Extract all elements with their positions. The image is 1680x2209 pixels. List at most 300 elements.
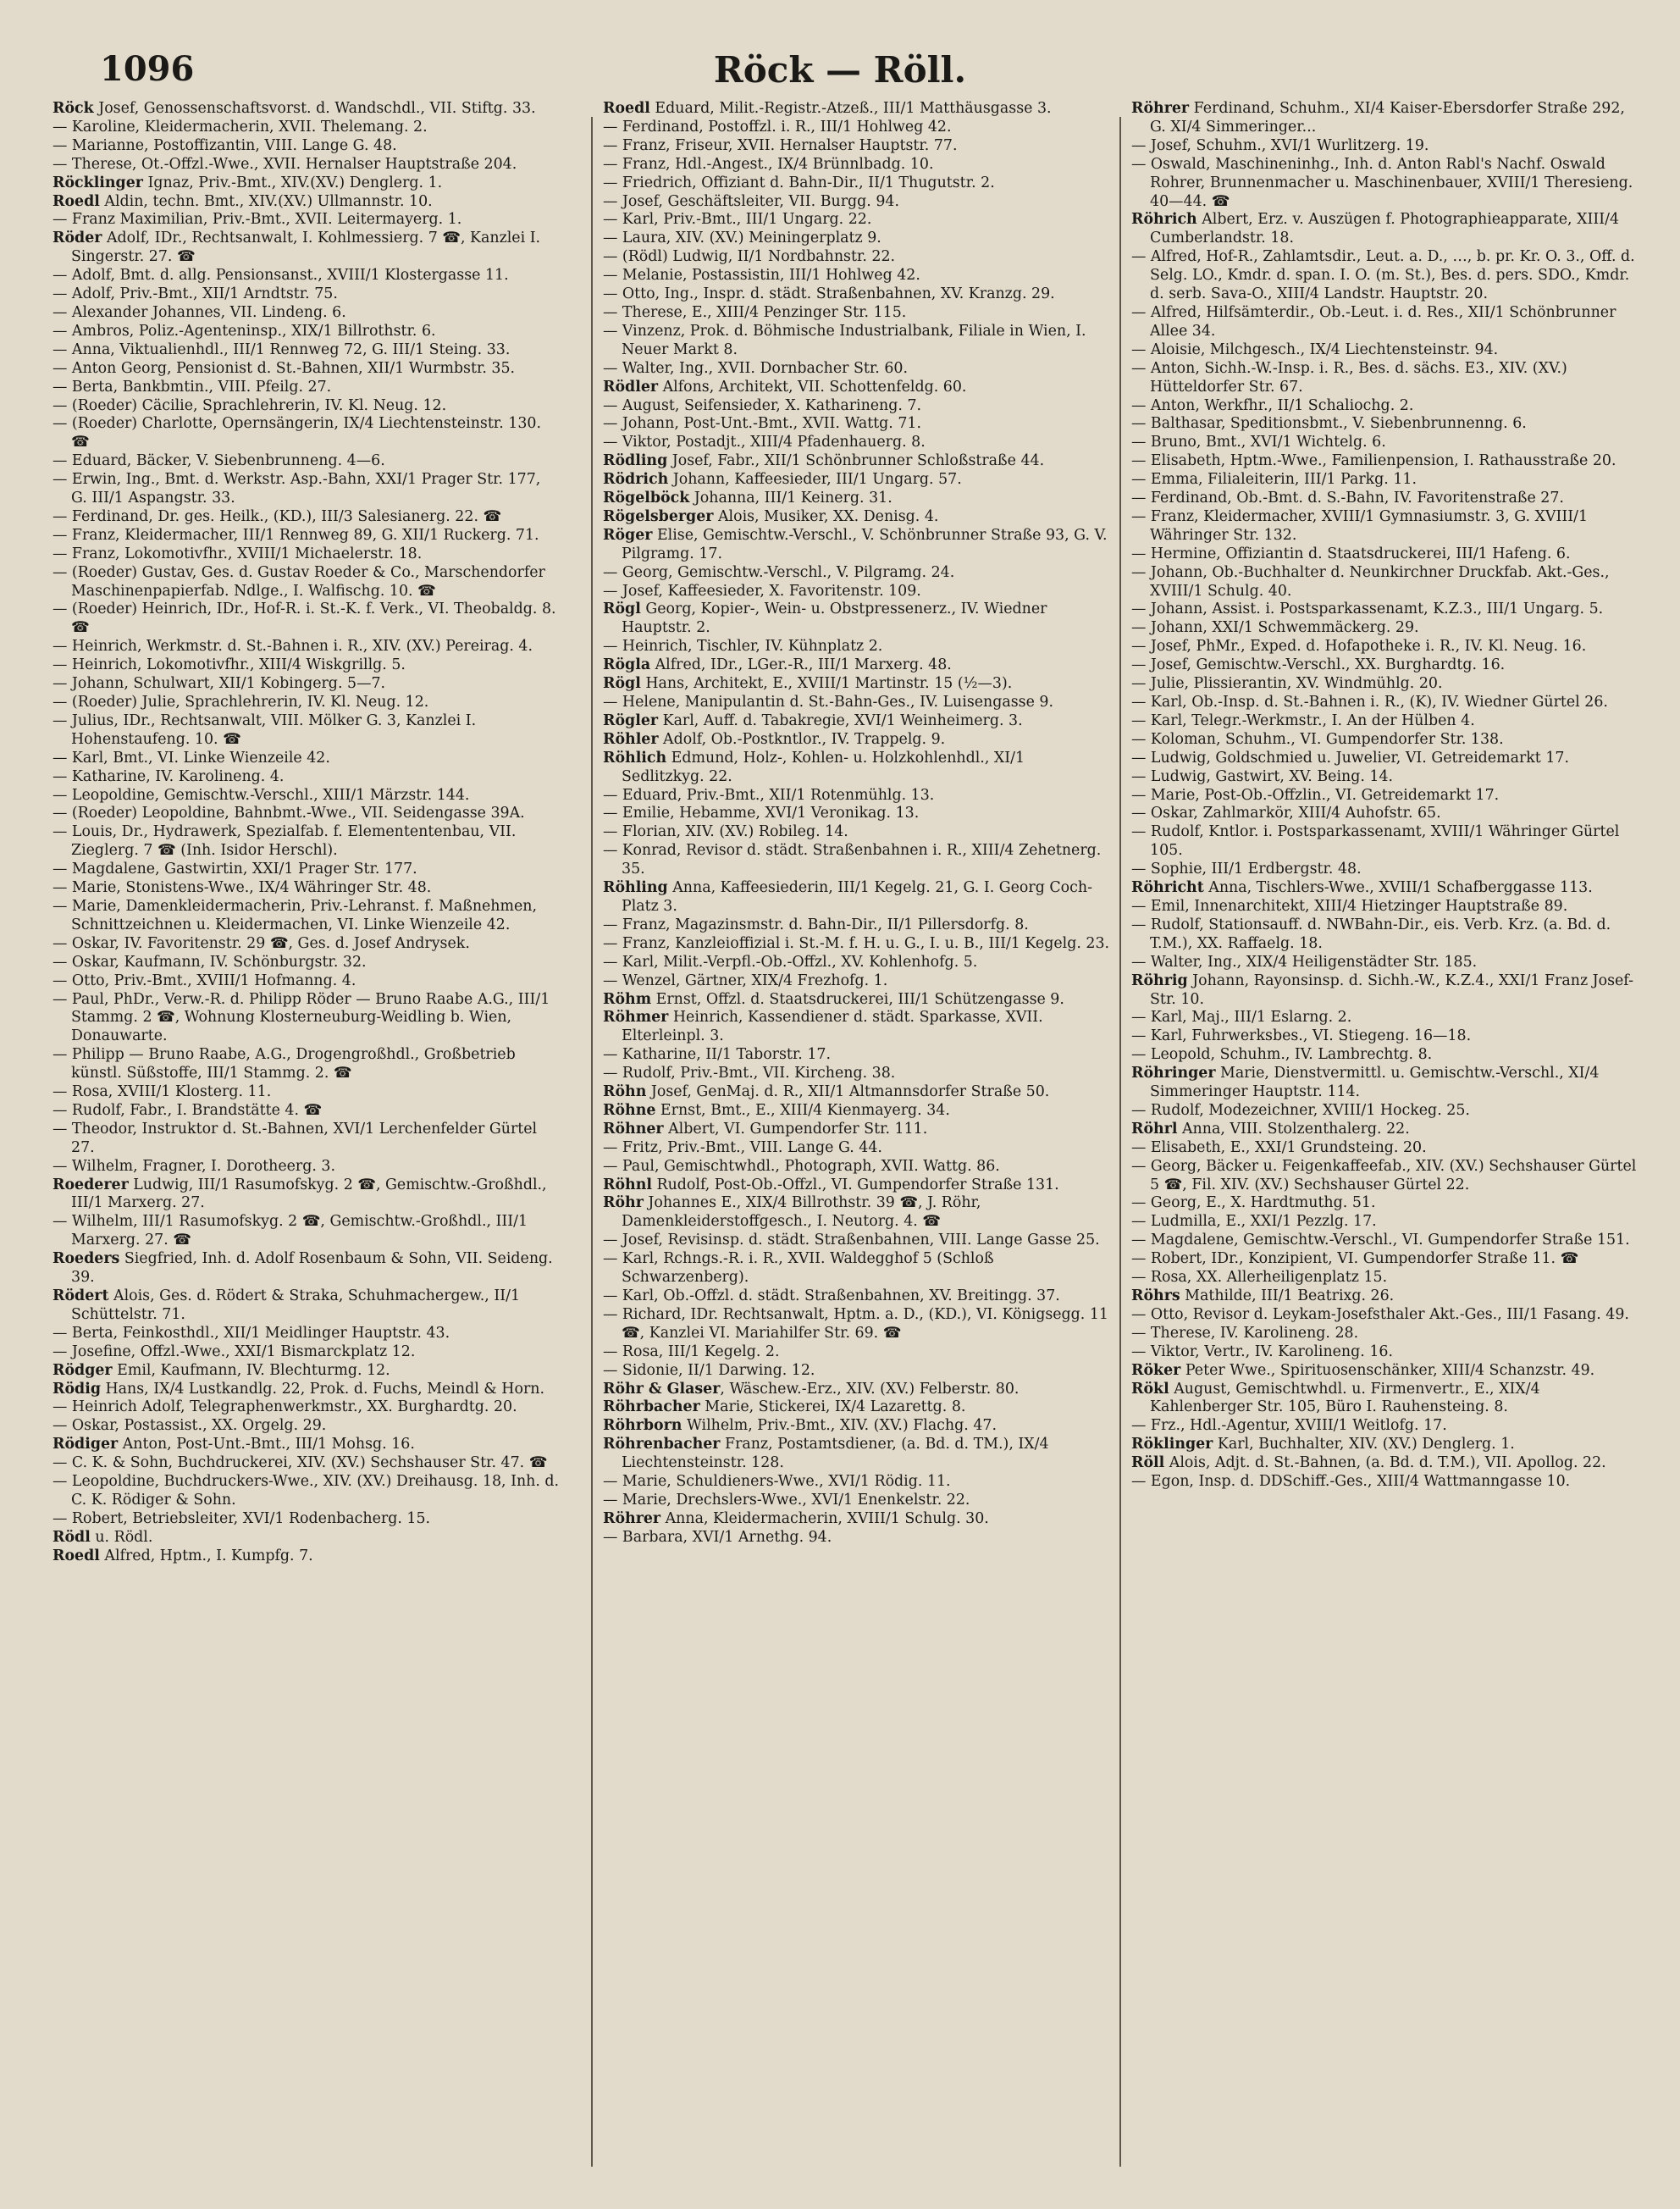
- entry-text: Johanna, III/1 Keinerg. 31.: [689, 490, 892, 507]
- entry-surname: Roeders: [52, 1250, 120, 1268]
- directory-entry: [52, 1250, 561, 1287]
- directory-entry: [52, 1473, 561, 1510]
- directory-entry: [52, 508, 561, 527]
- directory-entry: [52, 137, 561, 156]
- entry-text: — (Roeder) Charlotte, Opernsängerin, IX/4 Liechtensteinstr. 130. ☎: [52, 415, 541, 451]
- entry-surname: Röklinger: [1131, 1436, 1213, 1453]
- directory-entry: [1131, 508, 1639, 545]
- directory-entry: [52, 1102, 561, 1121]
- directory-entry: [603, 1065, 1111, 1083]
- directory-entry: [603, 1343, 1111, 1362]
- directory-entry: [52, 1529, 561, 1547]
- entry-text: — Eduard, Bäcker, V. Siebenbrunneng. 4—6.: [52, 452, 385, 470]
- directory-entry: [603, 267, 1111, 285]
- directory-entry: [1131, 1287, 1639, 1306]
- directory-entry: [1131, 564, 1639, 601]
- entry-text: Elise, Gemischtw.-Verschl., V. Schönbrunner Straße 93, G. V. Pilgramg. 17.: [622, 526, 1108, 562]
- directory-entry: [603, 248, 1111, 267]
- entry-text: — Karl, Fuhrwerksbes., VI. Stiegeng. 16—18.: [1131, 1027, 1472, 1045]
- entry-text: Rudolf, Post-Ob.-Offzl., VI. Gumpendorfer Straße 131.: [651, 1176, 1059, 1193]
- entry-text: — (Roeder) Cäcilie, Sprachlehrerin, IV. Kl. Neug. 12.: [52, 396, 447, 414]
- entry-surname: Röhling: [603, 879, 668, 897]
- directory-entry: [1131, 750, 1639, 768]
- directory-entry: [603, 1306, 1111, 1343]
- directory-entry: [52, 1454, 561, 1473]
- entry-surname: Röhr & Glaser: [603, 1380, 721, 1398]
- directory-entry: [1131, 100, 1639, 137]
- directory-entry: [1131, 415, 1639, 434]
- directory-entry: [1131, 1194, 1639, 1213]
- directory-entry: [52, 304, 561, 323]
- entry-text: — Konrad, Revisor d. städt. Straßenbahnen i. R., XIII/4 Zehetnerg. 35.: [603, 842, 1102, 878]
- directory-entry: [52, 267, 561, 285]
- directory-entry: [1131, 823, 1639, 861]
- directory-entry: [1131, 638, 1639, 656]
- entry-surname: Röhricht: [1131, 879, 1204, 897]
- directory-entry: [603, 1529, 1111, 1547]
- directory-entry: [603, 1250, 1111, 1287]
- directory-entry: [52, 1362, 561, 1381]
- entry-text: — Magdalene, Gemischtw.-Verschl., VI. Gumpendorfer Straße 151.: [1131, 1232, 1630, 1249]
- directory-entry: [1131, 1121, 1639, 1139]
- entry-text: — Ambros, Poliz.-Agenteninsp., XIX/1 Billrothstr. 6.: [52, 322, 436, 340]
- directory-entry: [52, 805, 561, 823]
- directory-entry: [1131, 879, 1639, 898]
- directory-entry: [603, 1417, 1111, 1436]
- entry-surname: Röhnl: [603, 1176, 652, 1193]
- entry-text: — Laura, XIV. (XV.) Meiningerplatz 9.: [603, 230, 881, 247]
- entry-text: — Melanie, Postassistin, III/1 Hohlweg 42.: [603, 267, 920, 285]
- entry-text: — Emma, Filialeiterin, III/1 Parkg. 11.: [1131, 471, 1418, 489]
- entry-text: — Rudolf, Fabr., I. Brandstätte 4. ☎: [52, 1101, 323, 1119]
- directory-entry: [1131, 712, 1639, 731]
- directory-entry: [1131, 397, 1639, 416]
- column-1: [52, 100, 561, 2184]
- entry-text: — Wilhelm, Fragner, I. Dorotheerg. 3.: [52, 1157, 336, 1175]
- entry-text: — (Roeder) Leopoldine, Bahnbmt.-Wwe., VII. Seidengasse 39A.: [52, 805, 525, 822]
- entry-surname: Rökl: [1131, 1380, 1169, 1398]
- directory-entry: [603, 935, 1111, 954]
- entry-text: — Viktor, Vertr., IV. Karolineng. 16.: [1131, 1343, 1393, 1360]
- entry-text: — Franz Maximilian, Priv.-Bmt., XVII. Leitermayerg. 1.: [52, 211, 462, 229]
- directory-entry: [52, 935, 561, 954]
- entry-text: — Alfred, Hilfsämterdir., Ob.-Leut. i. d. Res., XII/1 Schönbrunner Allee 34.: [1131, 303, 1616, 340]
- entry-text: Alfons, Architekt, VII. Schottenfeldg. 60.: [658, 378, 967, 396]
- entry-text: — Egon, Insp. d. DDSchiff.-Ges., XIII/4 Wattmanngasse 10.: [1131, 1473, 1571, 1491]
- directory-entry: [603, 490, 1111, 508]
- entry-surname: Röker: [1131, 1361, 1181, 1379]
- directory-entry: [1131, 1269, 1639, 1287]
- directory-entry: [52, 452, 561, 471]
- directory-entry: [603, 954, 1111, 972]
- column-rule: [1119, 117, 1121, 2167]
- entry-text: — Alexander Johannes, VII. Lindeng. 6.: [52, 303, 346, 321]
- entry-text: — (Rödl) Ludwig, II/1 Nordbahnstr. 22.: [603, 248, 896, 266]
- directory-entry: [603, 1121, 1111, 1139]
- entry-text: — Anton, Sichh.-W.-Insp. i. R., Bes. d. sächs. E3., XIV. (XV.) Hütteldorfer Str. 67.: [1131, 359, 1567, 396]
- entry-text: — Oskar, Postassist., XX. Orgelg. 29.: [52, 1417, 327, 1435]
- entry-surname: Rögl: [603, 675, 641, 693]
- entry-text: — Josef, Kaffeesieder, X. Favoritenstr. 109.: [603, 582, 921, 600]
- entry-surname: Röhrenbacher: [603, 1436, 721, 1453]
- directory-entry: [52, 991, 561, 1047]
- entry-text: — (Roeder) Heinrich, IDr., Hof-R. i. St.-K. f. Verk., VI. Theobaldg. 8. ☎: [52, 601, 556, 637]
- entry-text: — Oskar, Kaufmann, IV. Schönburgstr. 32.: [52, 953, 367, 971]
- entry-text: — Karoline, Kleidermacherin, XVII. Thelemang. 2.: [52, 118, 428, 136]
- directory-entry: [603, 656, 1111, 675]
- directory-entry: [1131, 137, 1639, 156]
- entry-text: — Viktor, Postadjt., XIII/4 Pfadenhauerg. 8.: [603, 434, 926, 451]
- directory-entry: [603, 1194, 1111, 1232]
- entry-text: — Josef, PhMr., Exped. d. Hofapotheke i. R., IV. Kl. Neug. 16.: [1131, 638, 1587, 656]
- entry-text: — Marie, Stonistens-Wwe., IX/4 Währinger Str. 48.: [52, 879, 432, 897]
- running-head: Röck — Röll.: [713, 49, 967, 91]
- directory-entry: [603, 787, 1111, 806]
- entry-text: — Frz., Hdl.-Agentur, XVIII/1 Weitlofg. 17.: [1131, 1417, 1447, 1435]
- directory-entry: [603, 508, 1111, 527]
- directory-entry: [52, 564, 561, 601]
- entry-text: — Josefine, Offzl.-Wwe., XXI/1 Bismarckplatz 12.: [52, 1343, 416, 1360]
- entry-text: — (Roeder) Julie, Sprachlehrerin, IV. Kl. Neug. 12.: [52, 694, 429, 711]
- entry-text: — Johann, XXI/1 Schwemmäckerg. 29.: [1131, 619, 1419, 637]
- directory-entry: [52, 397, 561, 416]
- directory-entry: [603, 675, 1111, 694]
- directory-entry: [1131, 1417, 1639, 1436]
- entry-text: — Heinrich, Tischler, IV. Kühnplatz 2.: [603, 638, 883, 656]
- page-header: [0, 0, 1680, 102]
- entry-text: — Ferdinand, Ob.-Bmt. d. S.-Bahn, IV. Favoritenstraße 27.: [1131, 490, 1564, 507]
- entry-surname: Röhrs: [1131, 1287, 1180, 1304]
- entry-surname: Rögl: [603, 601, 641, 618]
- entry-text: — Koloman, Schuhm., VI. Gumpendorfer Str. 138.: [1131, 730, 1504, 748]
- entry-text: — Louis, Dr., Hydrawerk, Spezialfab. f. Elemententenbau, VII. Zieglerg. 7 ☎ (Inh. Isidor Herschl).: [52, 823, 517, 860]
- directory-entry: [603, 731, 1111, 750]
- directory-entry: [1131, 341, 1639, 360]
- entry-text: — Josef, Schuhm., XVI/1 Wurlitzerg. 19.: [1131, 136, 1429, 154]
- entry-text: u. Rödl.: [90, 1528, 153, 1546]
- directory-entry: [52, 675, 561, 694]
- directory-entry: [603, 323, 1111, 360]
- directory-entry: [603, 174, 1111, 193]
- directory-entry: [1131, 1381, 1639, 1418]
- entry-surname: Röder: [52, 230, 102, 247]
- entry-text: Alois, Adjt. d. St.-Bahnen, (a. Bd. d. T.M.), VII. Apollog. 22.: [1164, 1454, 1606, 1472]
- directory-entry: [603, 638, 1111, 656]
- entry-text: — Eduard, Priv.-Bmt., XII/1 Rotenmühlg. 13.: [603, 786, 935, 804]
- directory-entry: [603, 1009, 1111, 1046]
- directory-entry: [603, 879, 1111, 916]
- entry-text: — Karl, Milit.-Verpfl.-Ob.-Offzl., XV. Kohlenhofg. 5.: [603, 953, 978, 971]
- entry-surname: Röhrbacher: [603, 1398, 700, 1416]
- directory-entry: [52, 545, 561, 564]
- entry-text: — Hermine, Offiziantin d. Staatsdruckerei, III/1 Hafeng. 6.: [1131, 545, 1571, 562]
- entry-surname: Roedl: [603, 100, 650, 117]
- entry-text: — Walter, Ing., XIX/4 Heiligenstädter Str. 185.: [1131, 953, 1478, 971]
- entry-surname: Röhr: [603, 1194, 644, 1212]
- directory-entry: [1131, 1436, 1639, 1454]
- entry-text: — Karl, Ob.-Offzl. d. städt. Straßenbahnen, XV. Breitingg. 37.: [603, 1287, 1060, 1304]
- directory-entry: [52, 211, 561, 230]
- directory-entry: [52, 972, 561, 991]
- entry-text: — Richard, IDr. Rechtsanwalt, Hptm. a. D., (KD.), VI. Königsegg. 11 ☎, Kanzlei VI. Mariahilfer Str. 69. ☎: [603, 1305, 1108, 1342]
- entry-text: Ferdinand, Schuhm., XI/4 Kaiser-Ebersdorfer Straße 292, G. XI/4 Simmeringer...: [1150, 100, 1625, 136]
- entry-text: — Franz, Kleidermacher, III/1 Rennweg 89, G. XII/1 Ruckerg. 71.: [52, 526, 539, 544]
- directory-entry: [1131, 1343, 1639, 1362]
- directory-entry: [603, 1362, 1111, 1381]
- entry-surname: Röhrer: [603, 1509, 661, 1527]
- entry-text: Johannes E., XIX/4 Billrothstr. 39 ☎, J. Röhr, Damenkleiderstoffgesch., I. Neutorg. 4. ☎: [622, 1194, 981, 1231]
- entry-surname: Röhlich: [603, 749, 667, 767]
- entry-text: — Barbara, XVI/1 Arnethg. 94.: [603, 1528, 832, 1546]
- directory-entry: [603, 119, 1111, 137]
- directory-entry: [603, 471, 1111, 490]
- entry-text: — Adolf, Priv.-Bmt., XII/1 Arndtstr. 75.: [52, 285, 338, 303]
- entry-surname: Roedl: [52, 1547, 100, 1564]
- directory-entry: [1131, 731, 1639, 750]
- directory-entry: [1131, 1102, 1639, 1121]
- directory-entry: [603, 137, 1111, 156]
- entry-surname: Rögelsberger: [603, 507, 714, 525]
- entry-text: Anna, Kleidermacherin, XVIII/1 Schulg. 30.: [660, 1509, 989, 1527]
- entry-text: — Rudolf, Stationsauff. d. NWBahn-Dir., eis. Verb. Krz. (a. Bd. d. T.M.), XX. Raffaelg. 18.: [1131, 916, 1611, 952]
- entry-text: — Karl, Rchngs.-R. i. R., XVII. Waldegghof 5 (Schloß Schwarzenberg).: [603, 1250, 994, 1287]
- entry-surname: Röll: [1131, 1454, 1165, 1472]
- entry-text: — Therese, IV. Karolineng. 28.: [1131, 1324, 1359, 1342]
- entry-text: — Georg, Bäcker u. Feigenkaffeefab., XIV. (XV.) Sechshauser Gürtel 5 ☎, Fil. XIV. (XV.) Sechshauser Gürtel 22.: [1131, 1157, 1637, 1193]
- entry-text: — Otto, Ing., Inspr. d. städt. Straßenbahnen, XV. Kranzg. 29.: [603, 285, 1055, 303]
- entry-text: — Sidonie, II/1 Darwing. 12.: [603, 1361, 815, 1379]
- directory-entry: [52, 1176, 561, 1214]
- entry-text: — Rosa, III/1 Kegelg. 2.: [603, 1343, 780, 1360]
- directory-entry: [52, 638, 561, 656]
- directory-entry: [52, 341, 561, 360]
- directory-entry: [603, 583, 1111, 601]
- entry-text: — Paul, PhDr., Verw.-R. d. Philipp Röder — Bruno Raabe A.G., III/1 Stammg. 2 ☎, Wohnung Klosterneuburg-Weidling b. Wien, Donauwarte.: [52, 990, 550, 1045]
- entry-surname: Röhler: [603, 730, 659, 748]
- entry-surname: Röck: [52, 100, 94, 117]
- entry-text: — C. K. & Sohn, Buchdruckerei, XIV. (XV.) Sechshauser Str. 47. ☎: [52, 1454, 548, 1472]
- entry-text: Anton, Post-Unt.-Bmt., III/1 Mohsg. 16.: [118, 1436, 415, 1453]
- directory-entry: [52, 156, 561, 174]
- directory-entry: [52, 1398, 561, 1417]
- directory-entry: [603, 1102, 1111, 1121]
- directory-entry: [603, 991, 1111, 1010]
- entry-text: — Marie, Post-Ob.-Offzlin., VI. Getreidemarkt 17.: [1131, 786, 1500, 804]
- entry-text: — Anton Georg, Pensionist d. St.-Bahnen, XII/1 Wurmbstr. 35.: [52, 359, 516, 377]
- entry-surname: Rögla: [603, 656, 651, 674]
- directory-entry: [52, 471, 561, 508]
- entry-text: — Katharine, IV. Karolineng. 4.: [52, 767, 285, 785]
- entry-text: Karl, Auff. d. Tabakregie, XVI/1 Weinheimerg. 3.: [658, 711, 1023, 729]
- directory-entry: [603, 1139, 1111, 1158]
- entry-surname: Rödling: [603, 452, 668, 470]
- directory-entry: [52, 750, 561, 768]
- entry-surname: Röhne: [603, 1101, 656, 1119]
- entry-text: — Elisabeth, Hptm.-Wwe., Familienpension, I. Rathausstraße 20.: [1131, 452, 1616, 470]
- entry-text: — Franz, Kanzleioffizial i. St.-M. f. H. u. G., I. u. B., III/1 Kegelg. 23.: [603, 934, 1110, 952]
- directory-entry: [1131, 787, 1639, 806]
- directory-entry: [603, 1510, 1111, 1529]
- entry-text: — Therese, E., XIII/4 Penzinger Str. 115.: [603, 303, 907, 321]
- directory-entry: [603, 1232, 1111, 1250]
- directory-entry: [52, 1417, 561, 1436]
- entry-text: — Adolf, Bmt. d. allg. Pensionsanst., XVIII/1 Klostergasse 11.: [52, 267, 509, 285]
- directory-entry: [52, 712, 561, 750]
- entry-surname: Rödler: [603, 378, 659, 396]
- directory-entry: [52, 954, 561, 972]
- directory-entry: [1131, 619, 1639, 638]
- directory-entry: [603, 1158, 1111, 1176]
- entry-surname: Rödert: [52, 1287, 109, 1304]
- directory-entry: [1131, 1027, 1639, 1046]
- entry-text: — Aloisie, Milchgesch., IX/4 Liechtensteinstr. 94.: [1131, 340, 1499, 358]
- directory-entry: [52, 415, 561, 452]
- entry-text: Ignaz, Priv.-Bmt., XIV.(XV.) Denglerg. 1.: [142, 174, 443, 191]
- entry-text: — Rudolf, Modezeichner, XVIII/1 Hockeg. 25.: [1131, 1101, 1470, 1119]
- entry-text: Wilhelm, Priv.-Bmt., XIV. (XV.) Flachg. 47.: [682, 1417, 997, 1435]
- entry-text: — Georg, E., X. Hardtmuthg. 51.: [1131, 1194, 1376, 1212]
- directory-entry: [1131, 248, 1639, 304]
- entry-text: — Julius, IDr., Rechtsanwalt, VIII. Mölker G. 3, Kanzlei I. Hohenstaufeng. 10. ☎: [52, 711, 477, 748]
- entry-text: — Anton, Werkfhr., II/1 Schaliochg. 2.: [1131, 396, 1414, 414]
- directory-entry: [603, 1083, 1111, 1102]
- directory-entry: [1131, 304, 1639, 341]
- directory-entry: [603, 211, 1111, 230]
- directory-entry: [1131, 490, 1639, 508]
- directory-entry: [52, 1158, 561, 1176]
- directory-entry: [603, 379, 1111, 397]
- entry-text: — Franz, Magazinsmstr. d. Bahn-Dir., II/1 Pillersdorfg. 8.: [603, 916, 1029, 933]
- entry-text: — Elisabeth, E., XXI/1 Grundsteing. 20.: [1131, 1138, 1427, 1156]
- directory-entry: [603, 285, 1111, 304]
- directory-entry: [1131, 211, 1639, 248]
- entry-text: — Johann, Ob.-Buchhalter d. Neunkirchner Druckfab. Akt.-Ges., XVIII/1 Schulg. 40.: [1131, 563, 1610, 600]
- column-3: [1131, 100, 1639, 2184]
- entry-surname: Rödger: [52, 1361, 113, 1379]
- entry-text: — Heinrich, Werkmstr. d. St.-Bahnen i. R., XIV. (XV.) Pereirag. 4.: [52, 638, 533, 656]
- entry-text: — Emilie, Hebamme, XVI/1 Veronikag. 13.: [603, 805, 920, 822]
- entry-surname: Röhrig: [1131, 972, 1188, 989]
- directory-entry: [52, 1547, 561, 1566]
- entry-text: Adolf, Ob.-Postkntlor., IV. Trappelg. 9.: [658, 730, 946, 748]
- entry-text: — Marie, Damenkleidermacherin, Priv.-Lehranst. f. Maßnehmen, Schnittzeichnen u. Kleidermachen, VI. Linke Wienzeile 42.: [52, 897, 538, 933]
- directory-entry: [52, 323, 561, 341]
- directory-entry: [52, 1381, 561, 1399]
- directory-entry: [1131, 916, 1639, 954]
- directory-entry: [603, 397, 1111, 416]
- directory-entry: [52, 823, 561, 861]
- entry-text: — Berta, Bankbmtin., VIII. Pfeilg. 27.: [52, 378, 332, 396]
- directory-entry: [52, 1510, 561, 1529]
- entry-surname: Rödiger: [52, 1436, 119, 1453]
- directory-entry: [603, 1473, 1111, 1492]
- directory-entry: [52, 1287, 561, 1325]
- directory-entry: [52, 656, 561, 675]
- column-rule: [591, 117, 593, 2167]
- directory-entry: [1131, 1232, 1639, 1250]
- directory-entry: [52, 1083, 561, 1102]
- entry-surname: Röhrich: [1131, 211, 1197, 229]
- entry-text: — Karl, Telegr.-Werkmstr., I. An der Hülben 4.: [1131, 711, 1475, 729]
- entry-text: Johann, Rayonsinsp. d. Sichh.-W., K.Z.4., XXI/1 Franz Josef-Str. 10.: [1150, 972, 1633, 1008]
- directory-entry: [52, 1213, 561, 1250]
- entry-text: — Therese, Ot.-Offzl.-Wwe., XVII. Hernalser Hauptstraße 204.: [52, 155, 517, 173]
- entry-text: — Erwin, Ing., Bmt. d. Werkstr. Asp.-Bahn, XXI/1 Prager Str. 177, G. III/1 Aspangstr. 33.: [52, 471, 541, 507]
- entry-text: Josef, Genossenschaftsvorst. d. Wandschdl., VII. Stiftg. 33.: [93, 100, 536, 117]
- entry-surname: Rödrich: [603, 471, 669, 489]
- entry-surname: Roedl: [52, 192, 100, 210]
- entry-text: — Johann, Post-Unt.-Bmt., XVII. Wattg. 71.: [603, 415, 922, 433]
- directory-entry: [603, 452, 1111, 471]
- entry-text: Adolf, IDr., Rechtsanwalt, I. Kohlmessierg. 7 ☎, Kanzlei I. Singerstr. 27. ☎: [71, 230, 541, 266]
- entry-surname: Rögelböck: [603, 490, 690, 507]
- directory-entry: [1131, 898, 1639, 916]
- directory-entry: [52, 230, 561, 267]
- entry-surname: Röhmer: [603, 1009, 669, 1027]
- directory-entry: [603, 156, 1111, 174]
- entry-text: — Marie, Drechslers-Wwe., XVI/1 Enenkelstr. 22.: [603, 1491, 970, 1509]
- entry-text: — Josef, Revisinsp. d. städt. Straßenbahnen, VIII. Lange Gasse 25.: [603, 1232, 1100, 1249]
- entry-surname: Röhn: [603, 1083, 647, 1101]
- directory-entry: [1131, 452, 1639, 471]
- entry-text: — Heinrich Adolf, Telegraphenwerkmstr., XX. Burghardtg. 20.: [52, 1398, 517, 1416]
- entry-surname: Rödig: [52, 1380, 101, 1398]
- entry-text: Marie, Stickerei, IX/4 Lazarettg. 8.: [699, 1398, 966, 1416]
- entry-text: — Philipp — Bruno Raabe, A.G., Drogengroßhdl., Großbetrieb künstl. Süßstoffe, III/1 Stammg. 2. ☎: [52, 1046, 516, 1082]
- entry-surname: Röcklinger: [52, 174, 143, 191]
- entry-text: Siegfried, Inh. d. Adolf Rosenbaum & Sohn, VII. Seideng. 39.: [71, 1250, 553, 1287]
- entry-text: — Oswald, Maschineninhg., Inh. d. Anton Rabl's Nachf. Oswald Rohrer, Brunnenmacher u. Maschinenbauer, XVIII/1 Theresieng. 40—44. ☎: [1131, 155, 1633, 210]
- entry-text: Karl, Buchhalter, XIV. (XV.) Denglerg. 1.: [1213, 1436, 1515, 1453]
- entry-text: Emil, Kaufmann, IV. Blechturmg. 12.: [112, 1361, 390, 1379]
- entry-text: , Wäschew.-Erz., XIV. (XV.) Felberstr. 80.: [720, 1380, 1020, 1398]
- entry-surname: Röger: [603, 526, 653, 544]
- entry-text: — Heinrich, Lokomotivfhr., XIII/4 Wiskgrillg. 5.: [52, 656, 406, 674]
- entry-text: — Robert, IDr., Konzipient, VI. Gumpendorfer Straße 11. ☎: [1131, 1250, 1579, 1268]
- directory-entry: [52, 1436, 561, 1454]
- directory-entry: [52, 285, 561, 304]
- directory-entry: [52, 379, 561, 397]
- entry-text: Marie, Dienstvermittl. u. Gemischtw.-Verschl., XI/4 Simmeringer Hauptstr. 114.: [1150, 1065, 1600, 1101]
- entry-text: August, Gemischtwhdl. u. Firmenvertr., E., XIX/4 Kahlenberger Str. 105, Büro I. Rauhensteing. 8.: [1150, 1380, 1540, 1416]
- directory-entry: [1131, 972, 1639, 1010]
- entry-text: — Ludmilla, E., XXI/1 Pezzlg. 17.: [1131, 1213, 1377, 1231]
- entry-text: — Walter, Ing., XVII. Dornbacher Str. 60.: [603, 359, 908, 377]
- directory-entry: [1131, 954, 1639, 972]
- entry-text: Franz, Postamtsdiener, (a. Bd. d. TM.), IX/4 Liechtensteinstr. 128.: [622, 1436, 1049, 1472]
- directory-entry: [52, 119, 561, 137]
- entry-text: — Anna, Viktualienhdl., III/1 Rennweg 72, G. III/1 Steing. 33.: [52, 340, 511, 358]
- directory-entry: [603, 694, 1111, 712]
- directory-entry: [603, 1492, 1111, 1510]
- entry-text: — Karl, Priv.-Bmt., III/1 Ungarg. 22.: [603, 211, 872, 229]
- entry-text: — Josef, Gemischtw.-Verschl., XX. Burghardtg. 16.: [1131, 656, 1506, 674]
- directory-entry: [1131, 360, 1639, 397]
- directory-entry: [603, 712, 1111, 731]
- entry-text: — Franz, Kleidermacher, XVIII/1 Gymnasiumstr. 3, G. XVIII/1 Währinger Str. 132.: [1131, 507, 1589, 544]
- directory-entry: [603, 1398, 1111, 1417]
- entry-text: Hans, Architekt, E., XVIII/1 Martinstr. 15 (½—3).: [640, 675, 1013, 693]
- entry-text: — Robert, Betriebsleiter, XVI/1 Rodenbacherg. 15.: [52, 1509, 431, 1527]
- entry-text: — Franz, Friseur, XVII. Hernalser Hauptstr. 77.: [603, 136, 958, 154]
- entry-text: — Josef, Geschäftsleiter, VII. Burgg. 94.: [603, 192, 899, 210]
- entry-surname: Roederer: [52, 1176, 129, 1193]
- directory-entry: [1131, 768, 1639, 787]
- entry-text: — Leopoldine, Gemischtw.-Verschl., XIII/1 Märzstr. 144.: [52, 786, 470, 804]
- entry-text: — Florian, XIV. (XV.) Robileg. 14.: [603, 823, 848, 841]
- directory-entry: [1131, 156, 1639, 212]
- entry-text: — Ludwig, Goldschmied u. Juwelier, VI. Getreidemarkt 17.: [1131, 749, 1569, 767]
